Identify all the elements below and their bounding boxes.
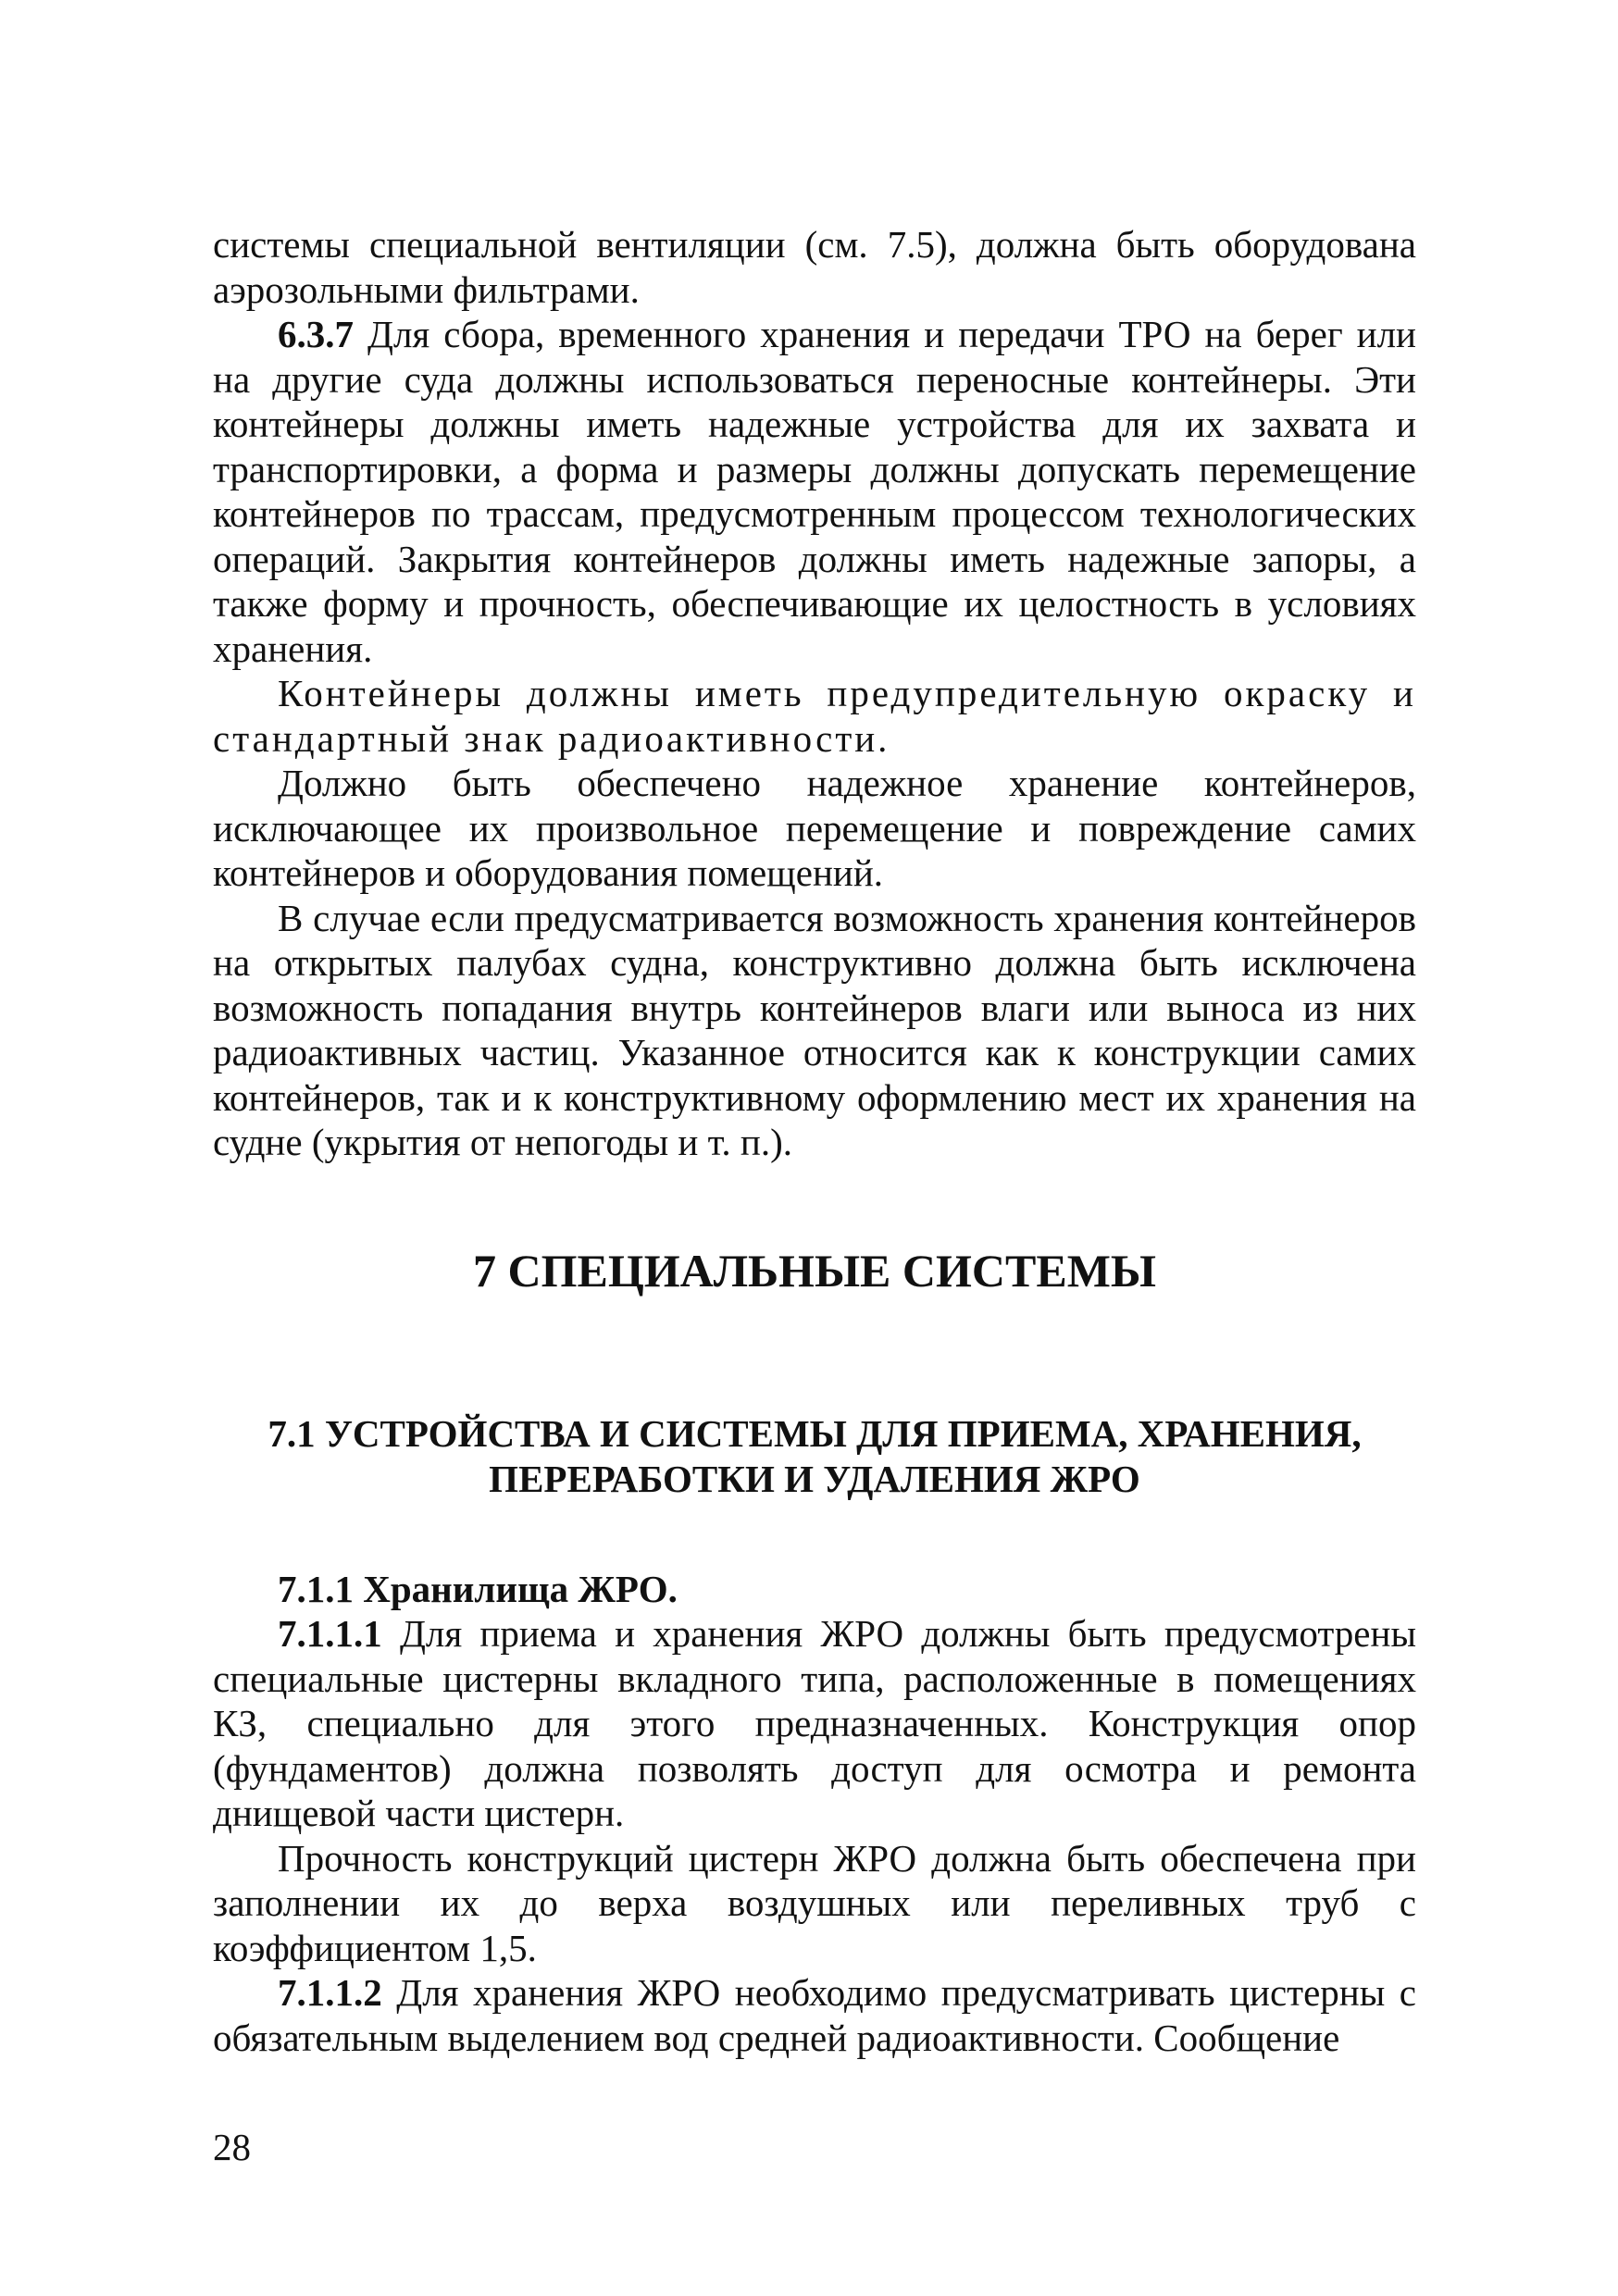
section-title-line-1: 7.1 УСТРОЙСТВА И СИСТЕМЫ ДЛЯ ПРИЕМА, ХРАНЕНИЯ, — [268, 1411, 1362, 1455]
subsection-title: 7.1.1 Хранилища ЖРО. — [278, 1567, 678, 1610]
paragraph-text: Должно быть обеспечено надежное хранение контейнеров, исключающее их произвольное перемещение и повреждение самих контейнеров и оборудования помещений. — [213, 762, 1416, 894]
paragraph-text: Для сбора, временного хранения и передачи ТРО на берег или на другие суда должны использоваться переносные контейнеры. Эти контейнеры должны иметь надежные устройства для их захвата и транспортировки, а форма и размеры должны допускать перемещение контейнеров по трассам, предусмотренным процессом технологических операций. Закрытия контейнеров должны иметь надежные запоры, а также форму и прочность, обеспечивающие их целостность в условиях хранения. — [213, 313, 1416, 670]
page-content — [213, 222, 1416, 2060]
paragraph-text: Для приема и хранения ЖРО должны быть предусмотрены специальные цистерны вкладного типа, расположенные в помещениях КЗ, специально для этого предназначенных. Конструкция опор (фундаментов) должна позволять доступ для осмотра и ремонта днищевой части цистерн. — [213, 1612, 1416, 1834]
paragraph-text: Контейнеры должны иметь предупредительную окраску и стандартный знак радиоактивности. — [213, 672, 1416, 760]
section-title — [213, 1411, 1416, 1502]
clause-number: 7.1.1.1 — [278, 1612, 382, 1655]
paragraph-text: Прочность конструкций цистерн ЖРО должна быть обеспечена при заполнении их до верха воздушных или переливных труб с коэффициентом 1,5. — [213, 1836, 1416, 1969]
chapter-title: 7 СПЕЦИАЛЬНЫЕ СИСТЕМЫ — [473, 1244, 1156, 1297]
paragraph-text: В случае если предусматривается возможность хранения контейнеров на открытых палубах судна, конструктивно должна быть исключена возможность попадания внутрь контейнеров влаги или выноса из них радиоактивных частиц. Указанное относится как к конструкции самих контейнеров, так и к конструктивному оформлению мест их хранения на судне (укрытия от непогоды и т. п.). — [213, 896, 1416, 1163]
paragraph-containers-storage — [213, 761, 1416, 896]
paragraph-7-1-1-1 — [213, 1611, 1416, 1836]
clause-number: 7.1.1.2 — [278, 1971, 382, 2014]
paragraph-open-deck-storage — [213, 896, 1416, 1165]
section-title-line-2: ПЕРЕРАБОТКИ И УДАЛЕНИЯ ЖРО — [489, 1457, 1140, 1500]
paragraph-text: Для хранения ЖРО необходимо предусматривать цистерны с обязательным выделением вод средней радиоактивности. Сообщение — [213, 1971, 1416, 2059]
paragraph-tank-strength — [213, 1836, 1416, 1971]
page-number: 28 — [213, 2126, 251, 2168]
paragraph-containers-coloring — [213, 671, 1416, 761]
paragraph-ventilation-continued — [213, 222, 1416, 312]
clause-number: 6.3.7 — [278, 313, 354, 355]
paragraph-7-1-1-2 — [213, 1970, 1416, 2060]
paragraph-text: системы специальной вентиляции (см. 7.5), должна быть оборудована аэрозольными фильтрами. — [213, 223, 1416, 311]
paragraph-6-3-7 — [213, 312, 1416, 671]
